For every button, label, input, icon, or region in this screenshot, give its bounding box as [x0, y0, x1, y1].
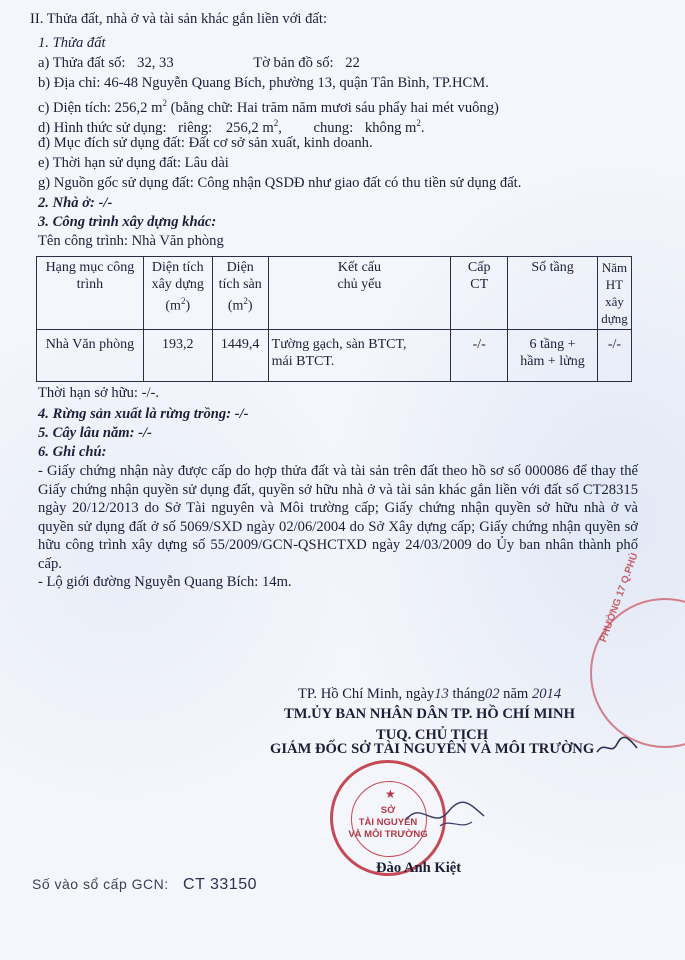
parcel-label: a) Thửa đất số: [38, 55, 126, 71]
partial-ward-stamp [590, 551, 685, 748]
signature-flourish [595, 730, 640, 760]
parcel-value: 32, 33 [137, 55, 174, 71]
area-in-words: (bằng chữ: Hai trăm năm mươi sáu phẩy hai mét vuông) [166, 99, 499, 116]
registry-number [32, 876, 257, 894]
notes-body [38, 462, 638, 592]
issuing-org: TM.ỦY BAN NHÂN DÂN TP. HỒ CHÍ MINH [284, 706, 575, 722]
usage-form-label: d) Hình thức sử dụng: [38, 119, 167, 136]
term-line: e) Thời hạn sử dụng đất: Lâu dài [38, 155, 229, 171]
table-header-row [37, 257, 632, 330]
notes-heading: 6. Ghi chú: [38, 444, 107, 460]
col-header-floor-area: Diện tích sàn $(m^2)$ [212, 257, 268, 330]
col-header-year: Năm HT xây dựng [597, 257, 631, 330]
cell-structure: Tường gạch, sàn BTCT, mái BTCT. [268, 330, 451, 382]
signature-mark [400, 790, 490, 840]
cell-floors: 6 tầng + hầm + lửng [508, 330, 598, 382]
signer-name: Đào Anh Kiệt [376, 860, 462, 876]
private-label: riêng: [178, 119, 213, 136]
cell-year: -/- [597, 330, 631, 382]
usage-form-line: d) Hình thức sử dụng: riêng: 256,2 $m^2$, chung: không $m^2$. [38, 118, 425, 136]
on-behalf-line: TUQ. CHỦ TỊCH [376, 727, 489, 743]
note-paragraph: - Giấy chứng nhận này được cấp do hợp thửa đất và tài sản trên đất theo hồ sơ số 000086 để thay thế Giấy chứng nhận quyền sử dụng đất, quyền sở hữu nhà ở và tài sản khác gắn liền với đất số CT28315 ngày 20/12/2013 do Sở Tài nguyên và Môi trường cấp; Giấy chứng nhận quyền sở hữu nhà ở và quyền sử dụng đất ở số 5069/SXD ngày 02/06/2004 do Sở Xây dựng cấp; Giấy chứng nhận quyền sở hữu công trình xây dựng số 55/2009/GCN-QSHCTXD ngày 24/03/2009 do Ủy ban nhân thành phố cấp. [38, 463, 638, 572]
address-line: b) Địa chỉ: 46-48 Nguyễn Quang Bích, phường 13, quận Tân Bình, TP.HCM. [38, 75, 489, 91]
cell-item: Nhà Văn phòng [37, 330, 144, 382]
other-works-heading: 3. Công trình xây dựng khác: [38, 214, 217, 230]
area-sup: 2 [162, 98, 167, 108]
cell-grade: -/- [451, 330, 508, 382]
private-value: 256,2 m [225, 119, 274, 136]
shared-sup: 2 [416, 118, 421, 128]
date-year: 2014 [531, 686, 562, 702]
map-sheet-label: Tờ bản đồ số: [253, 55, 334, 71]
col-header-build-area: Diện tích xây dựng $(m^2)$ [143, 257, 212, 330]
date-month: 02 [484, 686, 500, 702]
col-header-floors: Số tầng [508, 257, 598, 330]
registry-value: CT 33150 [183, 876, 257, 893]
map-sheet-value: 22 [345, 55, 360, 71]
place-date-line: TP. Hồ Chí Minh, ngày13 tháng02 năm 2014 [298, 686, 562, 702]
signer-title: GIÁM ĐỐC SỞ TÀI NGUYÊN VÀ MÔI TRƯỜNG [270, 741, 595, 757]
seal-text: SỞ TÀI NGUYÊN VÀ MÔI TRƯỜNG [348, 805, 428, 840]
house-heading: 2. Nhà ở: -/- [38, 195, 113, 211]
cell-build-area: 193,2 [143, 330, 212, 382]
star-icon: ★ [385, 787, 396, 801]
perennial-heading: 5. Cây lâu năm: -/- [38, 425, 152, 441]
note-paragraph: - Lộ giới đường Nguyễn Quang Bích: 14m. [38, 574, 292, 590]
forest-heading: 4. Rừng sản xuất là rừng trồng: -/- [38, 406, 249, 422]
table-row [37, 330, 632, 382]
col-header-grade: Cấp CT [451, 257, 508, 330]
shared-label: chung: [313, 119, 354, 136]
origin-line: g) Nguồn gốc sử dụng đất: Công nhận QSDĐ như giao đất có thu tiền sử dụng đất. [38, 175, 522, 191]
registry-label: Số vào sổ cấp GCN: [32, 876, 169, 892]
ownership-term: Thời hạn sở hữu: -/-. [38, 385, 160, 401]
area-label: c) Diện tích: 256,2 m [38, 99, 163, 116]
partial-stamp-text: PHƯỜNG 17 Q.PHÚ [598, 551, 641, 644]
section-title: II. Thửa đất, nhà ở và tài sản khác gắn liền với đất: [30, 11, 328, 27]
purpose-line: đ) Mục đích sử dụng đất: Đất cơ sở sản xuất, kinh doanh. [38, 135, 373, 151]
works-table [36, 256, 632, 382]
cell-floor-area: 1449,4 [212, 330, 268, 382]
work-name-line: Tên công trình: Nhà Văn phòng [38, 233, 224, 249]
col-header-item: Hạng mục công trình [37, 257, 144, 330]
col-header-structure: Kết cấu chủ yếu [268, 257, 451, 330]
land-heading: 1. Thửa đất [38, 35, 106, 51]
private-sup: 2 [273, 118, 279, 128]
date-day: 13 [434, 686, 449, 702]
land-parcel-line [38, 54, 360, 72]
shared-value: không m [364, 119, 417, 136]
